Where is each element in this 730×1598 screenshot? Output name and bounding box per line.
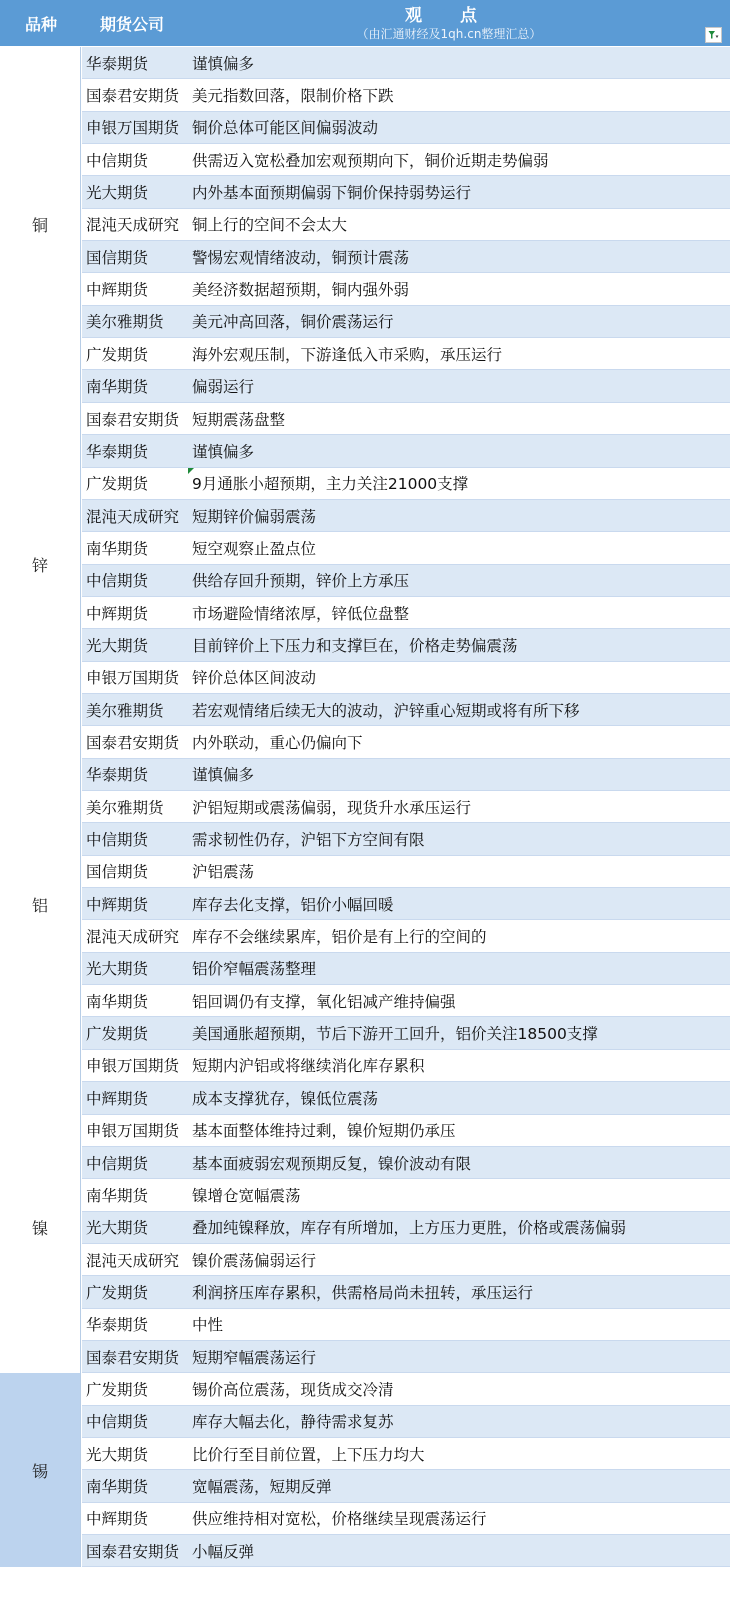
table-row — [82, 1179, 730, 1211]
table-row — [82, 694, 730, 726]
cell-marker-icon — [188, 468, 194, 474]
view-cell: 短期震荡盘整 — [192, 410, 286, 429]
header-view — [192, 0, 706, 46]
company-cell: 中辉期货 — [86, 895, 149, 914]
view-cell: 库存大幅去化，静待需求复苏 — [192, 1413, 394, 1432]
view-cell: 内外基本面预期偏弱下铜价保持弱势运行 — [192, 184, 472, 203]
table-row — [82, 662, 730, 694]
header-company: 期货公司 — [100, 14, 165, 34]
view-cell: 短空观察止盈点位 — [192, 539, 317, 558]
view-cell: 需求韧性仍存，沪铝下方空间有限 — [192, 831, 425, 850]
view-cell: 9月通胀小超预期，主力关注21000支撑 — [192, 475, 469, 494]
company-cell: 中信期货 — [86, 1154, 149, 1173]
table-row — [82, 953, 730, 985]
view-cell: 短期窄幅震荡运行 — [192, 1348, 317, 1367]
view-cell: 叠加纯镍释放，库存有所增加，上方压力更胜，价格或震荡偏弱 — [192, 1219, 627, 1238]
company-cell: 华泰期货 — [86, 1316, 149, 1335]
table-row — [82, 47, 730, 79]
view-cell: 偏弱运行 — [192, 378, 255, 397]
filter-dropdown-icon[interactable] — [705, 27, 722, 43]
variety-cell: 锌 — [0, 403, 81, 727]
view-cell: 短期内沪铝或将继续消化库存累积 — [192, 1057, 425, 1076]
view-cell: 警惕宏观情绪波动，铜预计震荡 — [192, 248, 410, 267]
table-row — [82, 435, 730, 467]
company-cell: 光大期货 — [86, 960, 149, 979]
variety-group — [0, 47, 730, 403]
header-variety: 品种 — [24, 14, 57, 34]
company-cell: 中辉期货 — [86, 281, 149, 300]
company-cell: 国泰君安期货 — [86, 734, 180, 753]
view-cell: 供给存回升预期，锌价上方承压 — [192, 572, 410, 591]
table-header — [0, 0, 730, 47]
company-cell: 混沌天成研究 — [86, 507, 180, 526]
table-row — [82, 1535, 730, 1567]
table-row — [82, 985, 730, 1017]
view-cell: 目前锌价上下压力和支撑巨在，价格走势偏震荡 — [192, 636, 518, 655]
view-cell: 库存去化支撑，铝价小幅回暖 — [192, 895, 394, 914]
table-row — [82, 791, 730, 823]
table-row — [82, 338, 730, 370]
table-row — [82, 1309, 730, 1341]
variety-cell: 铝 — [0, 726, 81, 1082]
view-cell: 铜上行的空间不会太大 — [192, 216, 348, 235]
company-cell: 南华期货 — [86, 378, 149, 397]
table-row — [82, 597, 730, 629]
view-cell: 美经济数据超预期，铜内强外弱 — [192, 281, 410, 300]
company-cell: 中辉期货 — [86, 1089, 149, 1108]
view-cell: 谨慎偏多 — [192, 766, 255, 785]
table-row — [82, 1503, 730, 1535]
table-row — [82, 856, 730, 888]
view-cell: 铝价窄幅震荡整理 — [192, 960, 317, 979]
view-cell: 供需迈入宽松叠加宏观预期向下，铜价近期走势偏弱 — [192, 151, 549, 170]
table-body — [0, 47, 730, 1567]
view-cell: 铜价总体可能区间偏弱波动 — [192, 119, 379, 138]
company-cell: 广发期货 — [86, 1381, 149, 1399]
table-row — [82, 273, 730, 305]
company-cell: 中辉期货 — [86, 604, 149, 623]
table-row — [82, 144, 730, 176]
company-cell: 广发期货 — [86, 1283, 149, 1302]
company-cell: 中信期货 — [86, 572, 149, 591]
view-cell: 市场避险情绪浓厚，锌低位盘整 — [192, 604, 410, 623]
view-cell: 比价行至目前位置，上下压力均大 — [192, 1445, 425, 1464]
view-cell: 中性 — [192, 1316, 224, 1335]
variety-cell: 铜 — [0, 47, 81, 403]
view-cell: 沪铝震荡 — [192, 863, 255, 882]
company-cell: 华泰期货 — [86, 442, 149, 461]
company-cell: 申银万国期货 — [86, 119, 180, 138]
company-cell: 美尔雅期货 — [86, 313, 164, 332]
view-cell: 美国通胀超预期，节后下游开工回升，铝价关注18500支撑 — [192, 1025, 598, 1044]
table-row — [82, 1470, 730, 1502]
company-cell: 中信期货 — [86, 831, 149, 850]
table-row — [82, 920, 730, 952]
company-cell: 混沌天成研究 — [86, 928, 180, 947]
table-row — [82, 1017, 730, 1049]
company-cell: 南华期货 — [86, 539, 149, 558]
table-row — [82, 726, 730, 758]
view-cell: 锌价总体区间波动 — [192, 669, 317, 688]
table-row — [82, 1147, 730, 1179]
company-cell: 国泰君安期货 — [86, 1542, 180, 1561]
table-row — [82, 629, 730, 661]
company-cell: 光大期货 — [86, 184, 149, 203]
view-cell: 若宏观情绪后续无大的波动，沪锌重心短期或将有所下移 — [192, 701, 580, 720]
view-cell: 沪铝短期或震荡偏弱，现货升水承压运行 — [192, 798, 472, 817]
company-cell: 申银万国期货 — [86, 1057, 180, 1076]
view-cell: 镍价震荡偏弱运行 — [192, 1251, 317, 1270]
table-row — [82, 1406, 730, 1438]
company-cell: 国泰君安期货 — [86, 87, 180, 106]
company-cell: 国泰君安期货 — [86, 1348, 180, 1367]
table-row — [82, 1438, 730, 1470]
view-cell: 锡价高位震荡，现货成交冷清 — [192, 1381, 394, 1399]
company-cell: 申银万国期货 — [86, 1122, 180, 1141]
variety-cell: 镍 — [0, 1082, 81, 1373]
table-row — [82, 888, 730, 920]
variety-group — [0, 1373, 730, 1567]
view-cell: 基本面疲弱宏观预期反复，镍价波动有限 — [192, 1154, 472, 1173]
company-cell: 美尔雅期货 — [86, 701, 164, 720]
view-cell: 短期锌价偏弱震荡 — [192, 507, 317, 526]
table-row — [82, 823, 730, 855]
company-cell: 中信期货 — [86, 1413, 149, 1432]
table-row — [82, 1212, 730, 1244]
company-cell: 光大期货 — [86, 1445, 149, 1464]
company-cell: 华泰期货 — [86, 54, 149, 73]
company-cell: 广发期货 — [86, 475, 149, 494]
company-cell: 光大期货 — [86, 636, 149, 655]
company-cell: 南华期货 — [86, 1186, 149, 1205]
table-row — [82, 403, 730, 435]
table-row — [82, 112, 730, 144]
variety-cell: 锡 — [0, 1373, 81, 1567]
company-cell: 美尔雅期货 — [86, 798, 164, 817]
table-row — [82, 565, 730, 597]
company-cell: 广发期货 — [86, 345, 149, 364]
company-cell: 国信期货 — [86, 863, 149, 882]
table-row — [82, 1373, 730, 1405]
table-row — [82, 79, 730, 111]
company-cell: 南华期货 — [86, 992, 149, 1011]
view-cell: 美元指数回落，限制价格下跌 — [192, 87, 394, 106]
company-cell: 中辉期货 — [86, 1510, 149, 1529]
view-cell: 铝回调仍有支撑，氧化铝减产维持偏强 — [192, 992, 456, 1011]
variety-group — [0, 403, 730, 727]
view-cell: 海外宏观压制，下游逢低入市采购，承压运行 — [192, 345, 503, 364]
variety-group — [0, 1082, 730, 1373]
variety-group — [0, 726, 730, 1082]
table-row — [82, 306, 730, 338]
company-cell: 混沌天成研究 — [86, 216, 180, 235]
table-row — [82, 1050, 730, 1082]
table-row — [82, 532, 730, 564]
table-row — [82, 1341, 730, 1373]
view-cell: 宽幅震荡，短期反弹 — [192, 1478, 332, 1497]
company-cell: 混沌天成研究 — [86, 1251, 180, 1270]
view-cell: 内外联动，重心仍偏向下 — [192, 734, 363, 753]
table-row — [82, 1115, 730, 1147]
table-row — [82, 468, 730, 500]
view-cell: 美元冲高回落，铜价震荡运行 — [192, 313, 394, 332]
view-cell: 小幅反弹 — [192, 1542, 255, 1561]
company-cell: 光大期货 — [86, 1219, 149, 1238]
table-row — [82, 209, 730, 241]
company-cell: 中信期货 — [86, 151, 149, 170]
table-row — [82, 176, 730, 208]
table-row — [82, 1276, 730, 1308]
view-cell: 成本支撑犹存，镍低位震荡 — [192, 1089, 379, 1108]
company-cell: 南华期货 — [86, 1478, 149, 1497]
table-row — [82, 1082, 730, 1114]
company-cell: 申银万国期货 — [86, 669, 180, 688]
company-cell: 华泰期货 — [86, 766, 149, 785]
view-cell: 谨慎偏多 — [192, 54, 255, 73]
view-cell: 基本面整体维持过剩，镍价短期仍承压 — [192, 1122, 456, 1141]
table-row — [82, 370, 730, 402]
company-cell: 国泰君安期货 — [86, 410, 180, 429]
view-cell: 谨慎偏多 — [192, 442, 255, 461]
view-cell: 镍增仓宽幅震荡 — [192, 1186, 301, 1205]
view-cell: 供应维持相对宽松，价格继续呈现震荡运行 — [192, 1510, 487, 1529]
table-row — [82, 241, 730, 273]
header-view-title: 观 点 — [405, 6, 493, 26]
table-row — [82, 1244, 730, 1276]
company-cell: 国信期货 — [86, 248, 149, 267]
view-cell: 库存不会继续累库，铝价是有上行的空间的 — [192, 928, 487, 947]
view-cell: 利润挤压库存累积，供需格局尚未扭转，承压运行 — [192, 1283, 534, 1302]
company-cell: 广发期货 — [86, 1025, 149, 1044]
header-view-subtitle: （由汇通财经及1qh.cn整理汇总） — [356, 27, 542, 41]
table-row — [82, 759, 730, 791]
table-row — [82, 500, 730, 532]
